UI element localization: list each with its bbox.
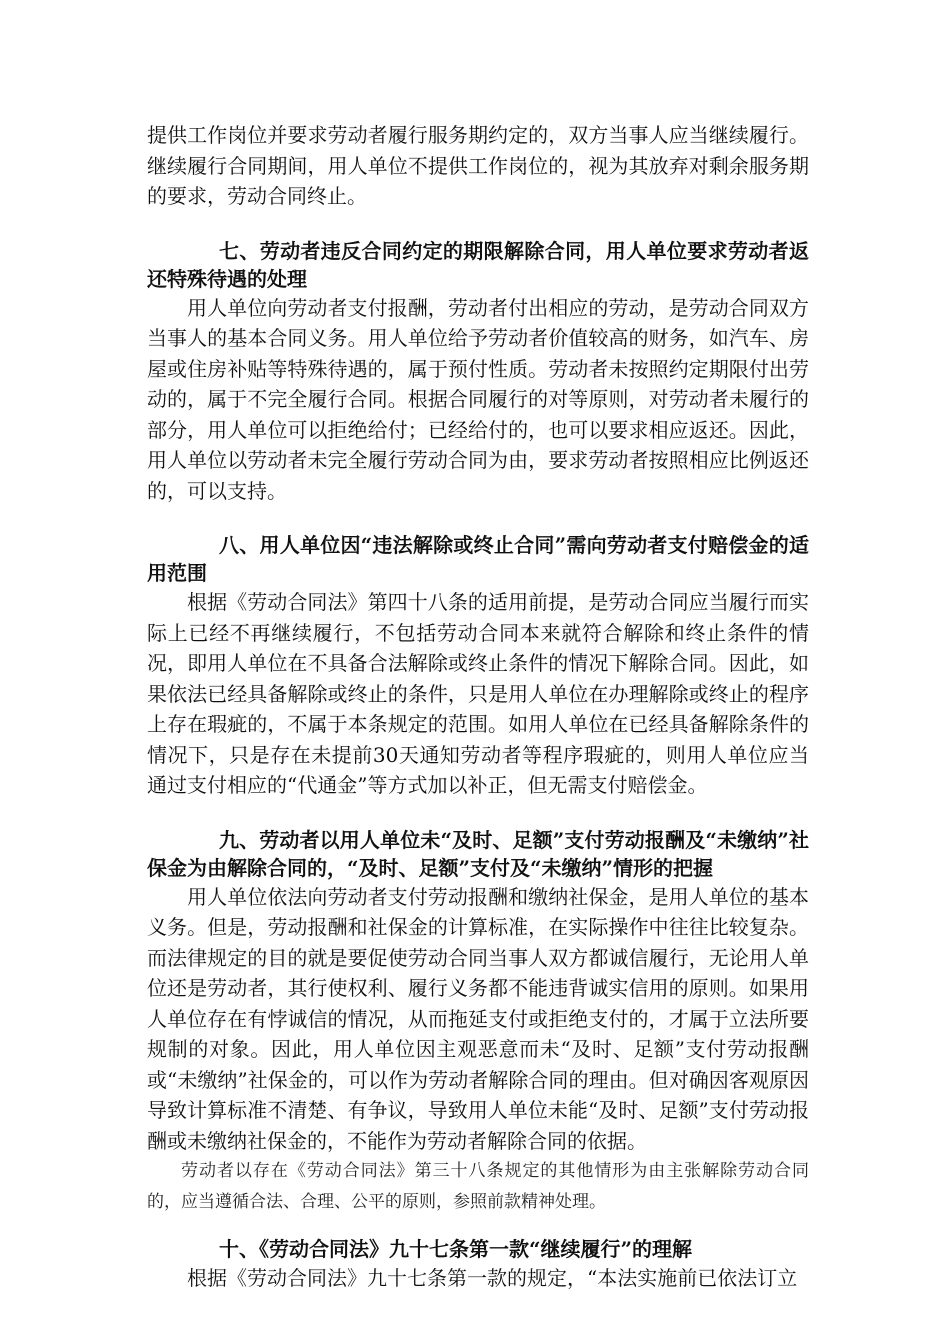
continuation-paragraph: 提供工作岗位并要求劳动者履行服务期约定的，双方当事人应当继续履行。继续履行合同期间，用人单位不提供工作岗位的，视为其放弃对剩余服务期的要求，劳动合同终止。	[147, 123, 809, 208]
document-page	[147, 120, 809, 1294]
spacer	[147, 1217, 809, 1235]
section-7-paragraph: 用人单位向劳动者支付报酬，劳动者付出相应的劳动，是劳动合同双方当事人的基本合同义务。用人单位给予劳动者价值较高的财务，如汽车、房屋或住房补贴等特殊待遇的，属于预付性质。劳动者未按照约定期限付出劳动的，属于不完全履行合同。根据合同履行的对等原则，对劳动者未履行的部分，用人单位可以拒绝给付；已经给付的，也可以要求相应返还。因此，用人单位以劳动者未完全履行劳动合同为由，要求劳动者按照相应比例返还的，可以支持。	[147, 295, 809, 503]
section-9-note: 劳动者以存在《劳动合同法》第三十八条规定的其他情形为由主张解除劳动合同的，应当遵循合法、合理、公平的原则，参照前款精神处理。	[147, 1161, 809, 1212]
section-10-paragraph: 根据《劳动合同法》九十七条第一款的规定，“本法实施前已依法订立	[187, 1266, 798, 1290]
section-heading-10: 十、《劳动合同法》九十七条第一款“继续履行”的理解	[219, 1237, 693, 1261]
section-heading-8: 八、用人单位因“违法解除或终止合同”需向劳动者支付赔偿金的适用范围	[147, 533, 809, 585]
section-9-paragraph: 用人单位依法向劳动者支付劳动报酬和缴纳社保金，是用人单位的基本义务。但是，劳动报酬和社保金的计算标准，在实际操作中往往比较复杂。而法律规定的目的就是要促使劳动合同当事人双方都诚信履行，无论用人单位还是劳动者，其行使权利、履行义务都不能违背诚实信用的原则。如果用人单位存在有悖诚信的情况，从而拖延支付或拒绝支付的，才属于立法所要规制的对象。因此，用人单位因主观恶意而未“及时、足额”支付劳动报酬或“未缴纳”社保金的，可以作为劳动者解除合同的理由。但对确因客观原因导致计算标准不清楚、有争议，导致用人单位未能“及时、足额”支付劳动报酬或未缴纳社保金的，不能作为劳动者解除合同的依据。	[147, 884, 809, 1153]
section-8-paragraph: 根据《劳动合同法》第四十八条的适用前提，是劳动合同应当履行而实际上已经不再继续履行，不包括劳动合同本来就符合解除和终止条件的情况，即用人单位在不具备合法解除或终止条件的情况下解除合同。因此，如果依法已经具备解除或终止的条件，只是用人单位在办理解除或终止的程序上存在瑕疵的，不属于本条规定的范围。如用人单位在已经具备解除条件的情况下，只是存在未提前30天通知劳动者等程序瑕疵的，则用人单位应当通过支付相应的“代通金”等方式加以补正，但无需支付赔偿金。	[147, 590, 809, 797]
spacer	[147, 212, 809, 237]
section-heading-7: 七、劳动者违反合同约定的期限解除合同，用人单位要求劳动者返还特殊待遇的处理	[147, 238, 809, 291]
section-heading-9: 九、劳动者以用人单位未“及时、足额”支付劳动报酬及“未缴纳”社保金为由解除合同的，“及时、足额”支付及“未缴纳”情形的把握	[147, 827, 809, 880]
spacer	[147, 801, 809, 826]
spacer	[147, 506, 809, 531]
